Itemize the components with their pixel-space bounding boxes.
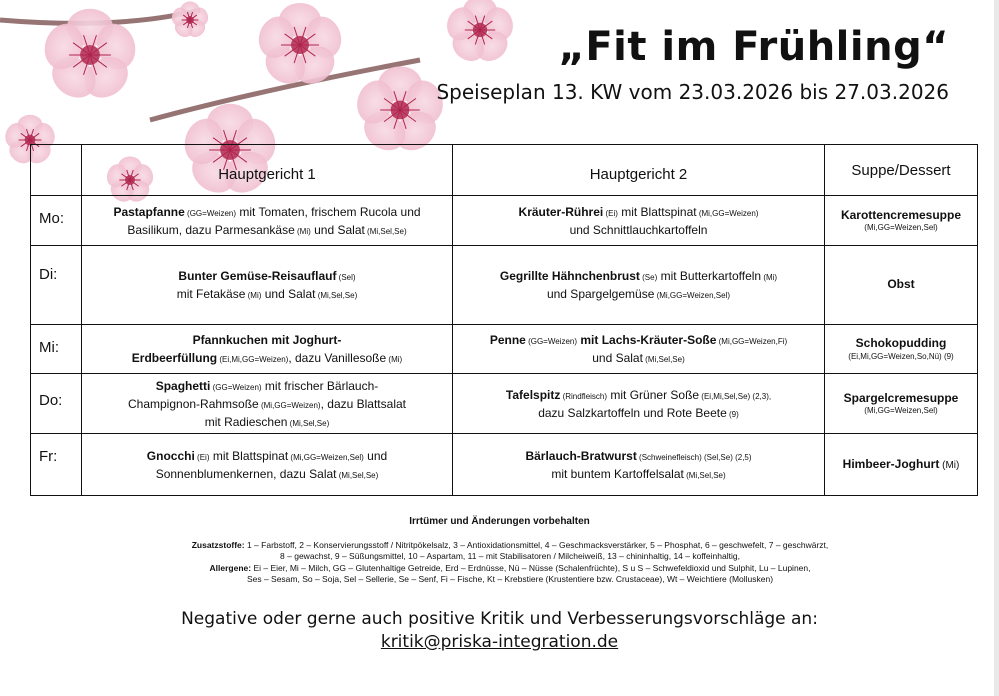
column-header-main1: Hauptgericht 1 (82, 145, 453, 196)
day-label: Fr: (31, 434, 82, 496)
table-row (31, 374, 978, 434)
soup-cell: Schokopudding (Ei,Mi,GG=Weizen,So,Nü) (9) (825, 325, 978, 374)
soup-cell: Obst (825, 246, 978, 325)
blossom-flower (170, 2, 211, 41)
soup-cell: Karottencremesuppe (Mi,GG=Weizen,Sel) (825, 196, 978, 246)
main1-cell: Gnocchi (Ei) mit Blattspinat (Mi,GG=Weizen,Sel) und Sonnenblumenkernen, dazu Salat (Mi,Sel,Se) (82, 434, 453, 496)
corner-cell (31, 145, 82, 196)
soup-cell: Spargelcremesuppe (Mi,GG=Weizen,Sel) (825, 374, 978, 434)
main2-cell: Tafelspitz (Rindfleisch) mit Grüner Soße (Ei,Mi,Sel,Se) (2,3), dazu Salzkartoffeln und Rote Beete (9) (453, 374, 825, 434)
main1-cell: Pastapfanne (GG=Weizen) mit Tomaten, frischem Rucola und Basilikum, dazu Parmesankäse (Mi) und Salat (Mi,Sel,Se) (82, 196, 453, 246)
day-label: Mi: (31, 325, 82, 374)
table-row (31, 196, 978, 246)
main1-cell: Pfannkuchen mit Joghurt- Erdbeerfüllung (Ei,Mi,GG=Weizen), dazu Vanillesoße (Mi) (82, 325, 453, 374)
table-header-row (31, 145, 978, 196)
soup-cell: Himbeer-Joghurt (Mi) (825, 434, 978, 496)
feedback-text: Negative oder gerne auch positive Kritik und Verbesserungsvorschläge an: (181, 609, 818, 629)
feedback-email-link[interactable]: kritik@priska-integration.de (380, 632, 619, 652)
column-header-main2: Hauptgericht 2 (453, 145, 825, 196)
column-header-soup: Suppe/Dessert (825, 145, 978, 196)
day-label: Do: (31, 374, 82, 434)
table-row (31, 325, 978, 374)
day-label: Mo: (31, 196, 82, 246)
page-edge (994, 0, 999, 696)
main1-cell: Spaghetti (GG=Weizen) mit frischer Bärlauch- Champignon-Rahmsoße (Mi,GG=Weizen), dazu Blattsalat mit Radieschen (Mi,Sel,Se) (82, 374, 453, 434)
blossom-flower (443, 0, 517, 67)
table-row (31, 434, 978, 496)
feedback-email-line (0, 632, 999, 652)
main2-cell: Kräuter-Rührei (Ei) mit Blattspinat (Mi,GG=Weizen) und Schnittlauchkartoffeln (453, 196, 825, 246)
main2-cell: Bärlauch-Bratwurst (Schweinefleisch) (Sel,Se) (2,5) mit buntem Kartoffelsalat (Mi,Sel,Se) (453, 434, 825, 496)
main2-cell: Gegrillte Hähnchenbrust (Se) mit Butterkartoffeln (Mi) und Spargelgemüse (Mi,GG=Weizen,Sel) (453, 246, 825, 325)
disclaimer-notice: Irrtümer und Änderungen vorbehalten (409, 516, 590, 527)
menu-table (30, 144, 978, 496)
page-subtitle: Speiseplan 13. KW vom 23.03.2026 bis 27.03.2026 (436, 80, 949, 104)
day-label: Di: (31, 246, 82, 325)
page-title: „Fit im Frühling“ (558, 24, 949, 70)
main2-cell: Penne (GG=Weizen) mit Lachs-Kräuter-Soße (Mi,GG=Weizen,Fi) und Salat (Mi,Sel,Se) (453, 325, 825, 374)
table-row (31, 246, 978, 325)
main1-cell: Bunter Gemüse-Reisauflauf (Sel) mit Fetakäse (Mi) und Salat (Mi,Sel,Se) (82, 246, 453, 325)
additives-allergens-legend: Zusatzstoffe: 1 – Farbstoff, 2 – Konservierungsstoff / Nitritpökelsalz, 3 – Antioxidationsmittel, 4 – Geschmacksverstärker, 5 – Phosphat, 6 – geschwefelt, 7 – geschwärzt, 8 – gewachst, 9 – Süßungsmittel, 10 – Aspartam, 11 – mit Stabilisatoren / Milcheiweiß, 13 – chininhaltig, 14 – koffeinhaltig, Allergene: Ei – Eier, Mi – Milch, GG – Glutenhaltige Getreide, Erd – Erdnüsse, Nü – Nüsse (Schalenfrüchte), S u S – Schwefeldioxid und Sulphit, Lu – Lupinen, Ses – Sesam, So – Soja, Sel – Sellerie, Se – Senf, Fi – Fische, Kt – Krebstiere (Krustentiere bzw. Crustaceae), Wt – Weichtiere (Mollusken) (191, 540, 829, 585)
